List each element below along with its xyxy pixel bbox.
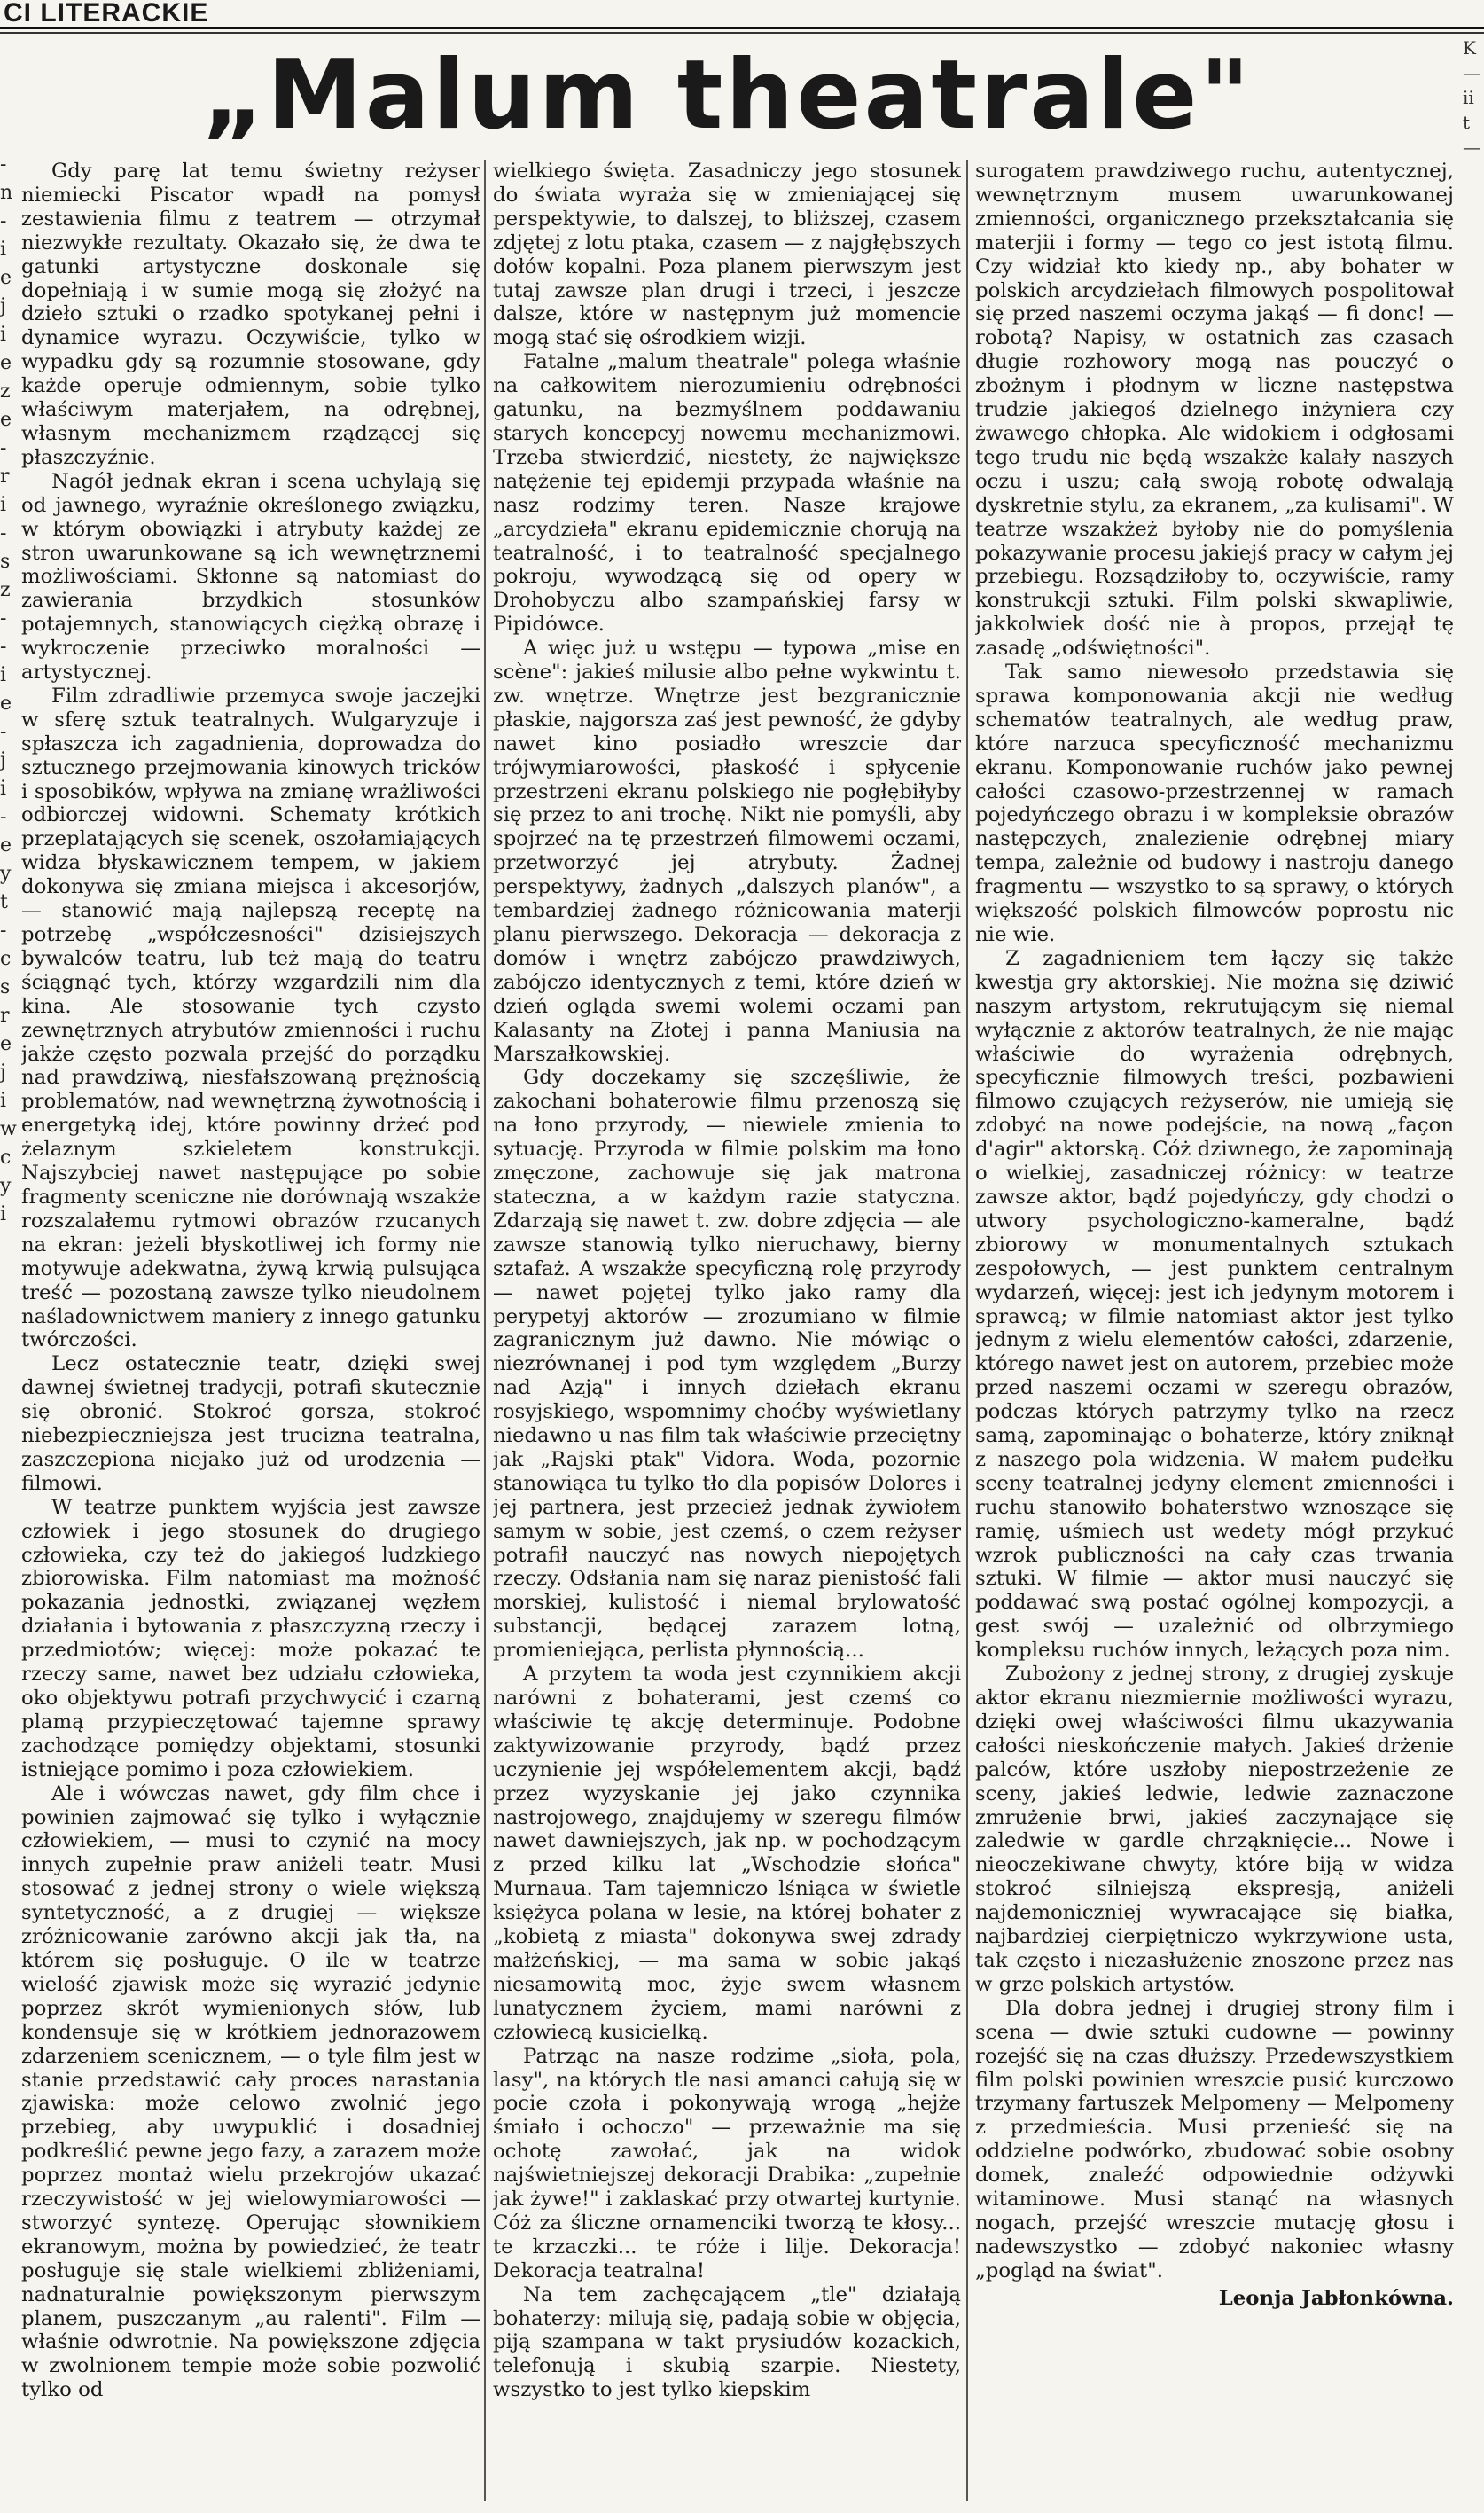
edge-fragment: w bbox=[0, 1118, 17, 1140]
edge-fragment: - bbox=[0, 607, 7, 630]
paragraph: Dla dobra jednej i drugiej strony film i scena — dwie sztuki cudowne — powinny rozejść się na czas dłuższy. Przedewszystkiem film polski powinien wreszcie pusić kurczowo trzymany fartuszek Melpomeny — Melpomeny z przedmieścia. Musi przenieść się na oddzielne podwórko, zbudować sobie osobny domek, znaleźć odpowiednie odżywki witaminowe. Musi stanąć na własnych nogach, przejść wreszcie mutację głosu i nadewszystko — zdobyć nakoniec własny „pogląd na świat". bbox=[975, 1996, 1454, 2282]
cropped-right-edge bbox=[1463, 35, 1484, 213]
edge-fragment: i bbox=[0, 1090, 7, 1112]
edge-fragment: i bbox=[0, 324, 7, 346]
edge-fragment: c bbox=[0, 948, 12, 970]
edge-fragment: e bbox=[0, 1033, 12, 1055]
paragraph: Patrząc na nasze rodzime „sioła, pola, lasy", na których tle nasi amanci całują się w pocie czoła i pokonywają wrogą „hejże śmiało i ochoczo" — przeważnie ma się ochotę zawołać, jak na widok najświetniejszej dekoracji Drabika: „zupełnie jak żywe!" i zaklaskać przy otwartej kurtynie. Cóż za śliczne ornamenciki tworzą te kłosy... te krzaczki... te róże i lilje. Dekoracja! Dekoracja teatralna! bbox=[493, 2044, 961, 2282]
edge-fragment: — bbox=[1463, 137, 1480, 158]
paragraph: Nagół jednak ekran i scena uchylają się od jawnego, wyraźnie określonego związku, w którym obowiązki i atrybuty każdej ze stron uwarunkowane są ich wewnętrznemi możliwościami. Skłonne są natomiast do zawierania brzydkich stosunków potajemnych, stanowiących ciężką obrazę i wykroczenie przeciwko moralności — artystycznej. bbox=[21, 469, 480, 685]
edge-fragment: - bbox=[0, 437, 7, 459]
edge-fragment: - bbox=[0, 636, 7, 658]
edge-fragment: s bbox=[0, 551, 11, 573]
edge-fragment: e bbox=[0, 352, 12, 374]
edge-fragment: i bbox=[0, 778, 7, 800]
paragraph: W teatrze punktem wyjścia jest zawsze człowiek i jego stosunek do drugiego człowieka, czy też do jakiegoś ludzkiego zbiorowiska. Film natomiast ma możność pokazania jednostki, związanej węzłem działania i bytowania z płaszczyzną rzeczy i przedmiotów; więcej: może pokazać te rzeczy same, nawet bez udziału człowieka, oko objektywu potrafi przychwycić i czarną plamą przypieczętować tajemne sprawy zachodzące pomiędzy objektami, stosunki istniejące pomimo i poza człowiekiem. bbox=[21, 1495, 480, 1781]
author-signature: Leonja Jabłonkówna. bbox=[1218, 2286, 1454, 2310]
edge-fragment: - bbox=[0, 210, 7, 232]
paragraph: A przytem ta woda jest czynnikiem akcji narówni z bohaterami, jest czemś co właściwie tę akcję determinuje. Podobne zaktywizowanie przyrody, bądź przez uczynienie jej współelementem akcji, bądź przez wyzyskanie jej jako czynnika nastrojowego, znajdujemy w szeregu filmów nawet dawniejszych, jak np. w pochodzącym z przed kilku lat „Wschodzie słońca" Murnaua. Tam tajemniczo lśniąca w świetle księżyca polana w lesie, na której bohater z „kobietą z miasta" dokonywa swej zdrady małżeńskiej, — ma sama w sobie jakąś niesamowitą moc, żyje swem własnem lunatycznem życiem, mami narówni z człowiecą kusicielką. bbox=[493, 1663, 961, 2044]
edge-fragment: - bbox=[0, 806, 7, 828]
edge-fragment: — bbox=[1463, 62, 1480, 83]
edge-fragment: y bbox=[0, 1175, 12, 1197]
article-column-1 bbox=[21, 160, 480, 2509]
edge-fragment: j bbox=[0, 295, 6, 317]
cropped-left-column bbox=[0, 151, 18, 2368]
edge-fragment: i bbox=[0, 494, 7, 516]
edge-fragment: - bbox=[0, 920, 7, 942]
paragraph: surogatem prawdziwego ruchu, autentycznej, wewnętrznym musem uwarunkowanej zmienności, organicznego przekształcania się materjii i formy — tego co jest istotą filmu. Czy widział kto kiedy np., aby bohater w polskich arcydziełach filmowych pospolitował się przed naszemi oczyma jakąś — fi donc! — robotą? Napisy, w ostatnich zas czasach długie rozhowory mogą nas pouczyć o zbożnym i płodnym w liczne następstwa trudzie jakiegoś dzielnego inżyniera czy żwawego chłopka. Ale widokiem i odgłosami tego trudu nie będą wszakże kalały naszych oczu i uszu; całą swoją robotę odwalają dyskretnie stylu, za ekranem, „za kulisami". W teatrze wszakżeż byłoby nie do pomyślenia pokazywanie procesu jakiejś pracy w całym jej przebiegu. Rozsądziłoby to, oczywiście, ramy konstrukcji sztuki. Film polski skwapliwie, jakkolwiek dość nie à propos, przejął tę zasadę „odświętności". bbox=[975, 160, 1454, 661]
edge-fragment: ii bbox=[1463, 87, 1474, 108]
edge-fragment: e bbox=[0, 267, 12, 289]
edge-fragment: r bbox=[0, 1005, 10, 1027]
paragraph: Z zagadnieniem tem łączy się także kwestja gry aktorskiej. Nie można się dziwić naszym artystom, rekrutującym się niemal wyłącznie z aktorów teatralnych, że nie mając właściwie do wyrażenia odrębnych, specyficznie filmowych treści, pozbawieni filmowo czujących reżyserów, nie umieją się zdobyć na nowe podejście, na nową „façon d'agir" aktorską. Cóż dziwnego, że zapominają o wielkiej, zasadniczej różnicy: w teatrze zawsze aktor, bądź pojedyńczy, gdy chodzi o utwory psychologiczno-kameralne, bądź zbiorowy w monumentalnych sztukach zespołowych, — jest punktem centralnym wydarzeń, więcej: jest ich jedynym motorem i sprawcą; w filmie natomiast aktor jest tylko jednym z wielu elementów całości, zdarzenie, którego nawet jest on autorem, przebiec może przed naszemi oczami w szeregu obrazów, podczas których patrzymy tylko na rzecz samą, zapominając o bohaterze, który zniknął z naszego pola widzenia. W małem pudełku sceny teatralnej jedyny element zmienności i ruchu stanowiło bohaterstwo wznoszące się ramię, uśmiech ust wedety mógł przykuć wzrok publiczności na cały czas trwania sztuki. W filmie — aktor musi nauczyć się poddawać swą postać ogólnej kompozycji, a gest swój — uzależnić od olbrzymiego kompleksu ruchów innych, leżących poza nim. bbox=[975, 946, 1454, 1663]
paragraph: Tak samo niewesoło przedstawia się sprawa komponowania akcji nie według schematów teatralnych, ale według praw, które narzuca specyficzność mechanizmu ekranu. Komponowanie ruchów jako pewnej całości czasowo-przestrzennej w ramach pojedyńczego obrazu i w kompleksie obrazów następczych, znalezienie odrębnej miary tempa, zależnie od budowy i nastroju danego fragmentu — wszystko to są sprawy, o których większość polskich filmowców poprostu nic nie wie. bbox=[975, 661, 1454, 946]
edge-fragment: e bbox=[0, 834, 12, 857]
section-header bbox=[0, 0, 1484, 29]
edge-fragment: n bbox=[0, 182, 13, 204]
paragraph: Gdy doczekamy się szczęśliwie, że zakochani bohaterowie filmu przenoszą się na łono przyrody, — niewiele zmienia to sytuację. Przyroda w filmie polskim ma łono zmęczone, zachowuje się jak matrona stateczna, a w każdym razie statyczna. Zdarzają się nawet t. zw. dobre zdjęcia — ale zawsze stanowią tylko nieruchawy, bierny sztafaż. A wszakże specyficzną rolę przyrody — nawet pojętej tylko jako ramy dla perypetyj aktorów — zrozumiano w filmie zagranicznym już dawno. Nie mówiąc o niezrównanej i pod tym względem „Burzy nad Azją" i innych dziełach ekranu rosyjskiego, wspomnimy choćby wyświetlany niedawno u nas film tak właściwie przeciętny jak „Rajski ptak" Vidora. Woda, pozornie stanowiąca tu tylko tło dla popisów Dolores i jej partnera, jest przecież jednak żywiołem samym w sobie, jest czemś, o czem reżyser potrafił nauczyć nas nowych niepojętych rzeczy. Odsłania nam się naraz pienistość fali morskiej, kulistość i niemal brylowatość substancji, będącej zarazem lotną, promieniejąca, perlista płynnością... bbox=[493, 1066, 961, 1663]
edge-fragment: K bbox=[1463, 37, 1476, 59]
paragraph: Lecz ostatecznie teatr, dzięki swej dawnej świetnej tradycji, potrafi skutecznie się obronić. Stokroć gorsza, stokroć niebezpieczniejsza jest trucizna teatralna, zaszczepiona niejako już od urodzenia — filmowi. bbox=[21, 1352, 480, 1495]
edge-fragment: z bbox=[0, 380, 11, 403]
edge-fragment: e bbox=[0, 409, 12, 431]
edge-fragment: - bbox=[0, 522, 7, 544]
column-rule bbox=[966, 160, 968, 2501]
edge-fragment: i bbox=[0, 239, 7, 261]
edge-fragment: y bbox=[0, 863, 12, 885]
edge-fragment: e bbox=[0, 693, 12, 715]
edge-fragment: c bbox=[0, 1147, 12, 1169]
paragraph: Gdy parę lat temu świetny reżyser niemiecki Piscator wpadł na pomysł zestawienia filmu z teatrem — otrzymał niezwykłe rezultaty. Okazało się, że dwa te gatunki artystyczne doskonale się dopełniają i w sumie mogą się złożyć na dzieło sztuki o rzadko spotykanej pełni i dynamice wyrazu. Oczywiście, tylko w wypadku gdy są rozumnie stosowane, gdy każde operuje odmiennym, sobie tylko właściwym materjałem, na odrębnej, własnym mechanizmem rządzącej się płaszczyźnie. bbox=[21, 160, 480, 469]
paragraph: Na tem zachęcającem „tle" działają bohaterzy: milują się, padają sobie w objęcia, piją szampana w takt prysiudów kozackich, telefonują i skubią szarpie. Niestety, wszystko to jest tylko kiepskim bbox=[493, 2282, 961, 2402]
column-rule bbox=[484, 160, 486, 2501]
edge-fragment: t bbox=[1463, 112, 1471, 133]
edge-fragment: t bbox=[0, 891, 8, 913]
edge-fragment: s bbox=[0, 976, 11, 998]
paragraph: Ale i wówczas nawet, gdy film chce i powinien zajmować się tylko i wyłącznie człowiekiem, — musi to czynić na mocy innych zupełnie praw aniżeli teatr. Musi stosować z jednej strony o wiele większą syntetyczność, a z drugiej — większe zróżnicowanie zarówno akcji jak tła, na którem się posługuje. O ile w teatrze wielość zjawisk może się wyrazić jedynie poprzez skrót wymienionych słów, lub kondensuje się w krótkiem jednorazowem zdarzeniem scenicznem, — o tyle film jest w stanie przedstawić cały proces narastania zjawiska: może celowo zwolnić jego przebieg, aby uwypuklić i dosadniej podkreślić pewne jego fazy, a zarazem może poprzez montaż wielu przekrojów ukazać rzeczywistość w jej wielowymiarowości — stworzyć syntezę. Operując słownikiem ekranowym, można by powiedzieć, że teatr posługuje się stale wielkiemi zbliżeniami, nadnaturalnie powiększonym pierwszym planem, puszczanym „au ralenti". Film — właśnie odwrotnie. Na powiększone zdjęcia w zwolnionem tempie może sobie pozwolić tylko od bbox=[21, 1781, 480, 2402]
article-title: „Malum theatrale" bbox=[201, 40, 1253, 151]
article-column-3 bbox=[975, 160, 1454, 2509]
article-column-2 bbox=[493, 160, 961, 2509]
edge-fragment: r bbox=[0, 466, 10, 488]
paragraph: Film zdradliwie przemyca swoje jaczejki w sferę sztuk teatralnych. Wulgaryzuje i spłaszcza ich zagadnienia, doprowadza do sztucznego przejmowania kinowych tricków i sposobików, wpływa na zmianę wrażliwości odbiorczej widowni. Schematy krótkich przeplatających się scenek, oszołamiających widza błyskawicznem tempem, w jakiem dokonywa się zmiana miejsca i akcesorjów, — stanowić mają najlepszą receptę na potrzebę „współczesności" dzisiejszych bywalców teatru, lub też mają do teatru ściągnąć tych, którzy wzgardzili nim dla kina. Ale stosowanie tych czysto zewnętrznych atrybutów zmienności i ruchu jakże często pozwala przejść do porządku nad prawdziwą, niesfałszowaną prężnością problematów, nad wewnętrzną żywotnością i energetyką idej, które powinny drżeć pod żelaznym szkieletem konstrukcji. Najszybciej nawet następujące po sobie fragmenty sceniczne nie dorównają wszakże rozszalałemu rytmowi obrazów rzucanych na ekran: jeżeli błyskotliwej ich formy nie motywuje adekwatna, żywą krwią pulsująca treść — pozostaną zawsze tylko nieudolnem naśladownictwem maniery z innego gatunku twórczości. bbox=[21, 684, 480, 1352]
edge-fragment: i bbox=[0, 664, 7, 686]
paragraph: Fatalne „malum theatrale" polega właśnie na całkowitem nierozumieniu odrębności gatunku, na bezmyślnem poddawaniu starych koncepcyj nowemu mechanizmowi. Trzeba stwierdzić, niestety, że największe natężenie tej epidemji przypada właśnie na nasz rodzimy teren. Nasze krajowe „arcydzieła" ekranu epidemicznie chorują na teatralność, i to teatralność specjalnego pokroju, wywodzącą się od opery w Drohobyczu albo szampańskiej farsy w Pipidówce. bbox=[493, 350, 961, 637]
edge-fragment: j bbox=[0, 749, 6, 771]
edge-fragment: - bbox=[0, 721, 7, 743]
paragraph: A więc już u wstępu — typowa „mise en scène": jakieś milusie albo pełne wykwintu t. zw. wnętrze. Wnętrze jest bezgranicznie płaskie, najgorsza zaś jest pewność, że gdyby nawet kino posiadło wreszcie dar trójwymiarowości, płaskość i spłycenie przestrzeni ekranu polskiego nie pogłębiłyby się przez to ani trochę. Nikt nie pomyśli, aby spojrzeć na tę przestrzeń filmowemi oczami, przetworzyć jej atrybuty. Żadnej perspektywy, żadnych „dalszych planów", a tembardziej żadnego różnicowania materji planu pierwszego. Dekoracja — dekoracja z domów i wnętrz zabójczo prawdziwych, zabójczo identycznych z temi, które dzień w dzień ogląda swemi wolemi oczami pan Kalasanty na Złotej i panna Maniusia na Marszałkowskiej. bbox=[493, 637, 961, 1066]
paragraph: wielkiego święta. Zasadniczy jego stosunek do świata wyraża się w zmieniającej się perspektywie, to dalszej, to bliższej, czasem zdjętej z lotu ptaka, czasem — z najgłębszych dołów kopalni. Poza planem pierwszym jest tutaj zawsze plan drugi i trzeci, i jeszcze dalsze, które w następnym już momencie mogą stać się ośrodkiem wizji. bbox=[493, 160, 961, 350]
section-title: CI LITERACKIE bbox=[4, 0, 209, 27]
paragraph: Zubożony z jednej strony, z drugiej zyskuje aktor ekranu niezmiernie możliwości wyrazu, dzięki owej właściwości filmu ukazywania całości nieskończenie małych. Jakieś drżenie palców, które uszłoby niepostrzeżenie ze sceny, jakieś ledwie, ledwie zaznaczone zmrużenie brwi, jakieś zaczynające się zaledwie w gardle chrząknięcie... Nowe i nieoczekiwane chwyty, które biją w widza stokroć silniejszą ekspresją, aniżeli najdemoniczniej wywracające się białka, najbardziej cierpiętniczo wykrzywione usta, tak często i niezasłużenie znoszone przez nas w grze polskich artystów. bbox=[975, 1663, 1454, 1996]
edge-fragment: j bbox=[0, 1061, 6, 1084]
edge-fragment: - bbox=[0, 153, 7, 176]
edge-fragment: i bbox=[0, 1203, 7, 1225]
edge-fragment: z bbox=[0, 579, 11, 601]
